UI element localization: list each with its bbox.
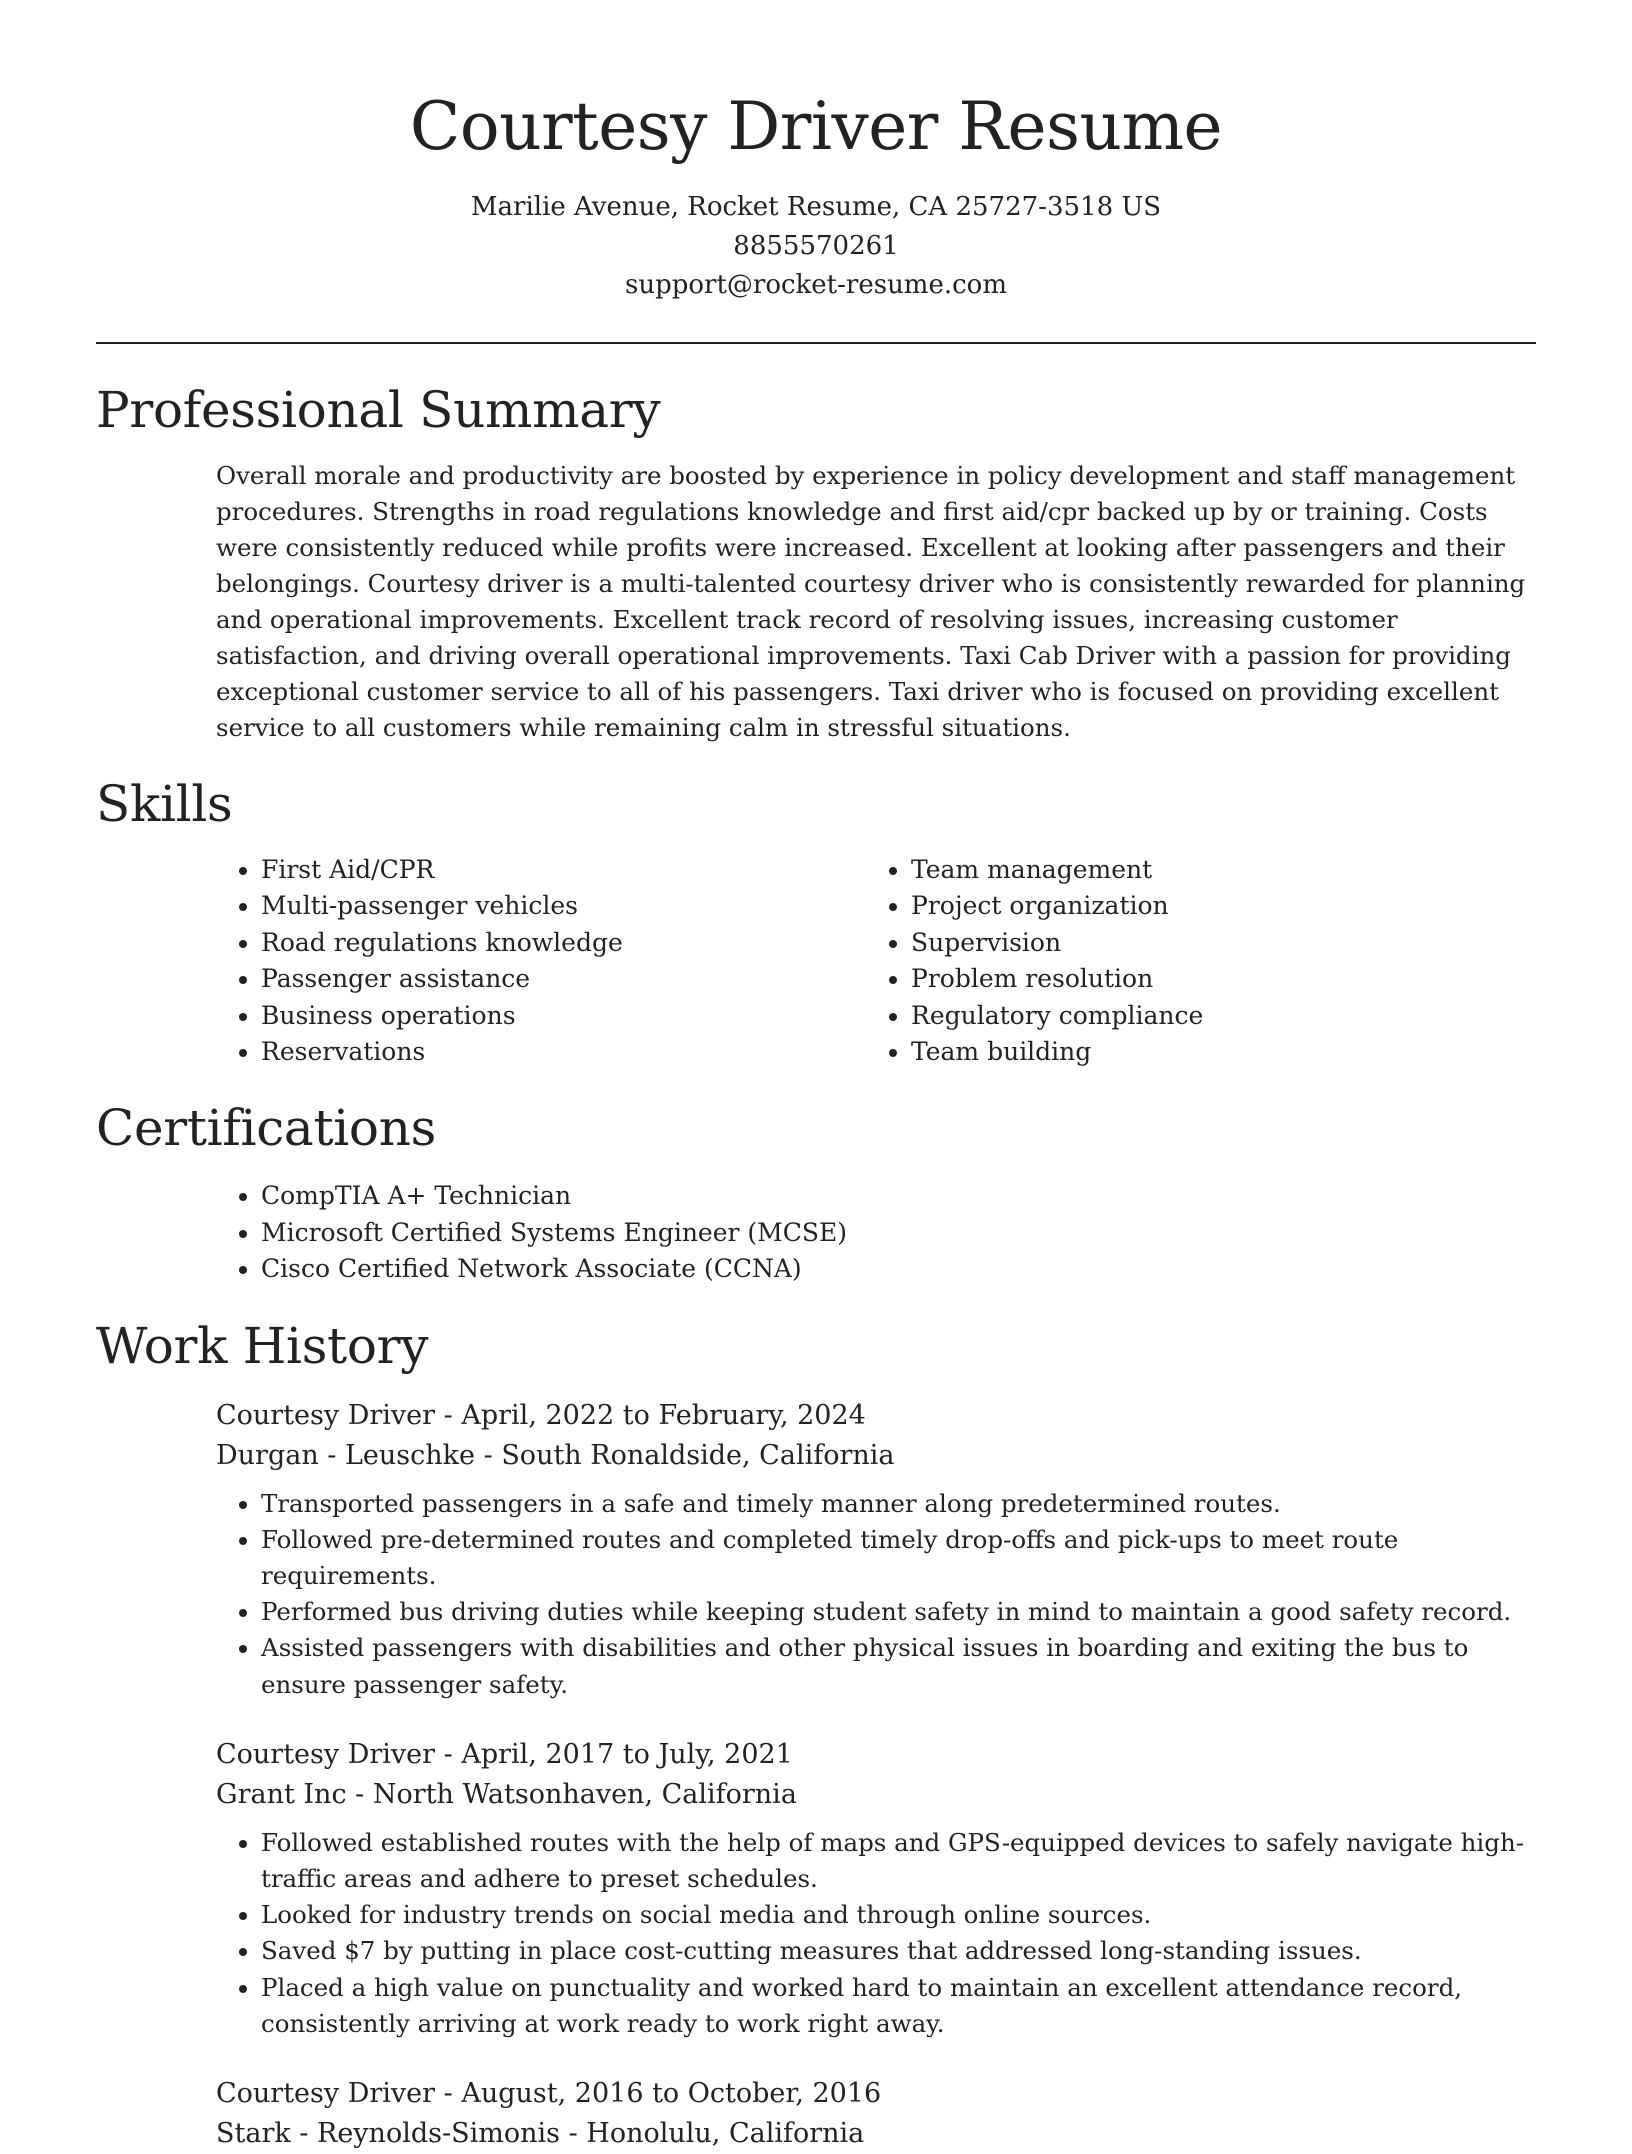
summary-heading: Professional Summary	[96, 381, 661, 439]
job-bullet: • Assisted passengers with disabilities and other physical issues in boarding and exiting the bus to ensure passenger safety.	[261, 1630, 1536, 1702]
job-bullet: • Performed bus driving duties while keeping student safety in mind to maintain a good safety record.	[261, 1594, 1536, 1630]
skill-item: • Team management	[911, 852, 1511, 888]
skill-item: • Reservations	[261, 1034, 866, 1070]
skills-list-left	[216, 852, 866, 1070]
job-location: South Ronaldside, California	[501, 1439, 895, 1471]
skills-grid	[216, 852, 1536, 1070]
skill-item: • Multi-passenger vehicles	[261, 888, 866, 924]
job-title: Courtesy Driver	[216, 2078, 436, 2110]
certification-item: • Microsoft Certified Systems Engineer (MCSE)	[261, 1215, 1536, 1251]
skill-item: • Business operations	[261, 998, 866, 1034]
skill-item: • Problem resolution	[911, 961, 1511, 997]
job-company-line: Grant Inc - North Watsonhaven, California	[216, 1778, 797, 1810]
job-bullet: • Followed established routes with the help of maps and GPS-equipped devices to safely navigate high-traffic areas and adhere to preset schedules.	[261, 1825, 1536, 1897]
job-company: Durgan - Leuschke	[216, 1439, 476, 1471]
certification-item: • CompTIA A+ Technician	[261, 1178, 1536, 1214]
certifications-list	[216, 1178, 1536, 1287]
job-dates: April, 2017 to July, 2021	[461, 1738, 793, 1770]
job-entry	[216, 1396, 1536, 1703]
skill-item: • Road regulations knowledge	[261, 925, 866, 961]
work-history-heading: Work History	[96, 1316, 429, 1375]
job-bullet: • Followed pre-determined routes and completed timely drop-offs and pick-ups to meet route requirements.	[261, 1522, 1536, 1594]
skills-list-right	[866, 852, 1511, 1070]
job-title-line: Courtesy Driver - April, 2017 to July, 2021	[216, 1738, 793, 1770]
job-dates: August, 2016 to October, 2016	[461, 2078, 882, 2110]
skills-heading: Skills	[96, 775, 233, 833]
job-dates: April, 2022 to February, 2024	[461, 1399, 866, 1431]
job-title: Courtesy Driver	[216, 1399, 436, 1431]
certifications-heading: Certifications	[96, 1099, 436, 1158]
skill-item: • Project organization	[911, 888, 1511, 924]
summary-text: Overall morale and productivity are boosted by experience in policy development and staff management procedures. Strengths in road regulations knowledge and first aid/cpr backed up by or training. Costs were consistently reduced while profits were increased. Excellent at looking after passengers and their belongings. Courtesy driver is a multi-talented courtesy driver who is consistently rewarded for planning and operational improvements. Excellent track record of resolving issues, increasing customer satisfaction, and driving overall operational improvements. Taxi Cab Driver with a passion for providing exceptional customer service to all of his passengers. Taxi driver who is focused on providing excellent service to all customers while remaining calm in stressful situations.	[216, 461, 1526, 742]
job-bullet: • Transported passengers in a safe and timely manner along predetermined routes.	[261, 1486, 1536, 1522]
skill-item: • Regulatory compliance	[911, 998, 1511, 1034]
job-title-line: Courtesy Driver - April, 2022 to February, 2024	[216, 1399, 866, 1431]
skill-item: • Passenger assistance	[261, 961, 866, 997]
skill-item: • First Aid/CPR	[261, 852, 866, 888]
job-entry	[216, 2074, 1536, 2154]
job-bullet: • Looked for industry trends on social media and through online sources.	[261, 1897, 1536, 1933]
job-bullet: • Placed a high value on punctuality and worked hard to maintain an excellent attendance record, consistently arriving at work ready to work right away.	[261, 1970, 1536, 2042]
job-bullet: • Saved $7 by putting in place cost-cutting measures that addressed long-standing issues.	[261, 1933, 1536, 1969]
certification-item: • Cisco Certified Network Associate (CCNA)	[261, 1251, 1536, 1287]
job-title: Courtesy Driver	[216, 1738, 436, 1770]
job-location: Honolulu, California	[586, 2118, 865, 2150]
contact-phone: 8855570261	[733, 231, 899, 261]
job-company: Grant Inc	[216, 1778, 347, 1810]
contact-address: Marilie Avenue, Rocket Resume, CA 25727-3518 US	[470, 192, 1162, 222]
job-bullets	[216, 1486, 1536, 1703]
skill-item: • Team building	[911, 1034, 1511, 1070]
contact-email: support@rocket-resume.com	[624, 270, 1007, 300]
job-company: Stark - Reynolds-Simonis	[216, 2118, 560, 2150]
skill-item: • Supervision	[911, 925, 1511, 961]
job-title-line: Courtesy Driver - August, 2016 to October, 2016	[216, 2078, 882, 2110]
resume-header	[96, 0, 1536, 305]
resume-page	[96, 0, 1536, 2154]
job-entry	[216, 1735, 1536, 2042]
job-company-line: Stark - Reynolds-Simonis - Honolulu, California	[216, 2118, 865, 2150]
job-bullets	[216, 1825, 1536, 2042]
job-company-line: Durgan - Leuschke - South Ronaldside, California	[216, 1439, 895, 1471]
job-location: North Watsonhaven, California	[372, 1778, 797, 1810]
header-divider	[96, 342, 1536, 344]
resume-title: Courtesy Driver Resume	[409, 88, 1223, 165]
